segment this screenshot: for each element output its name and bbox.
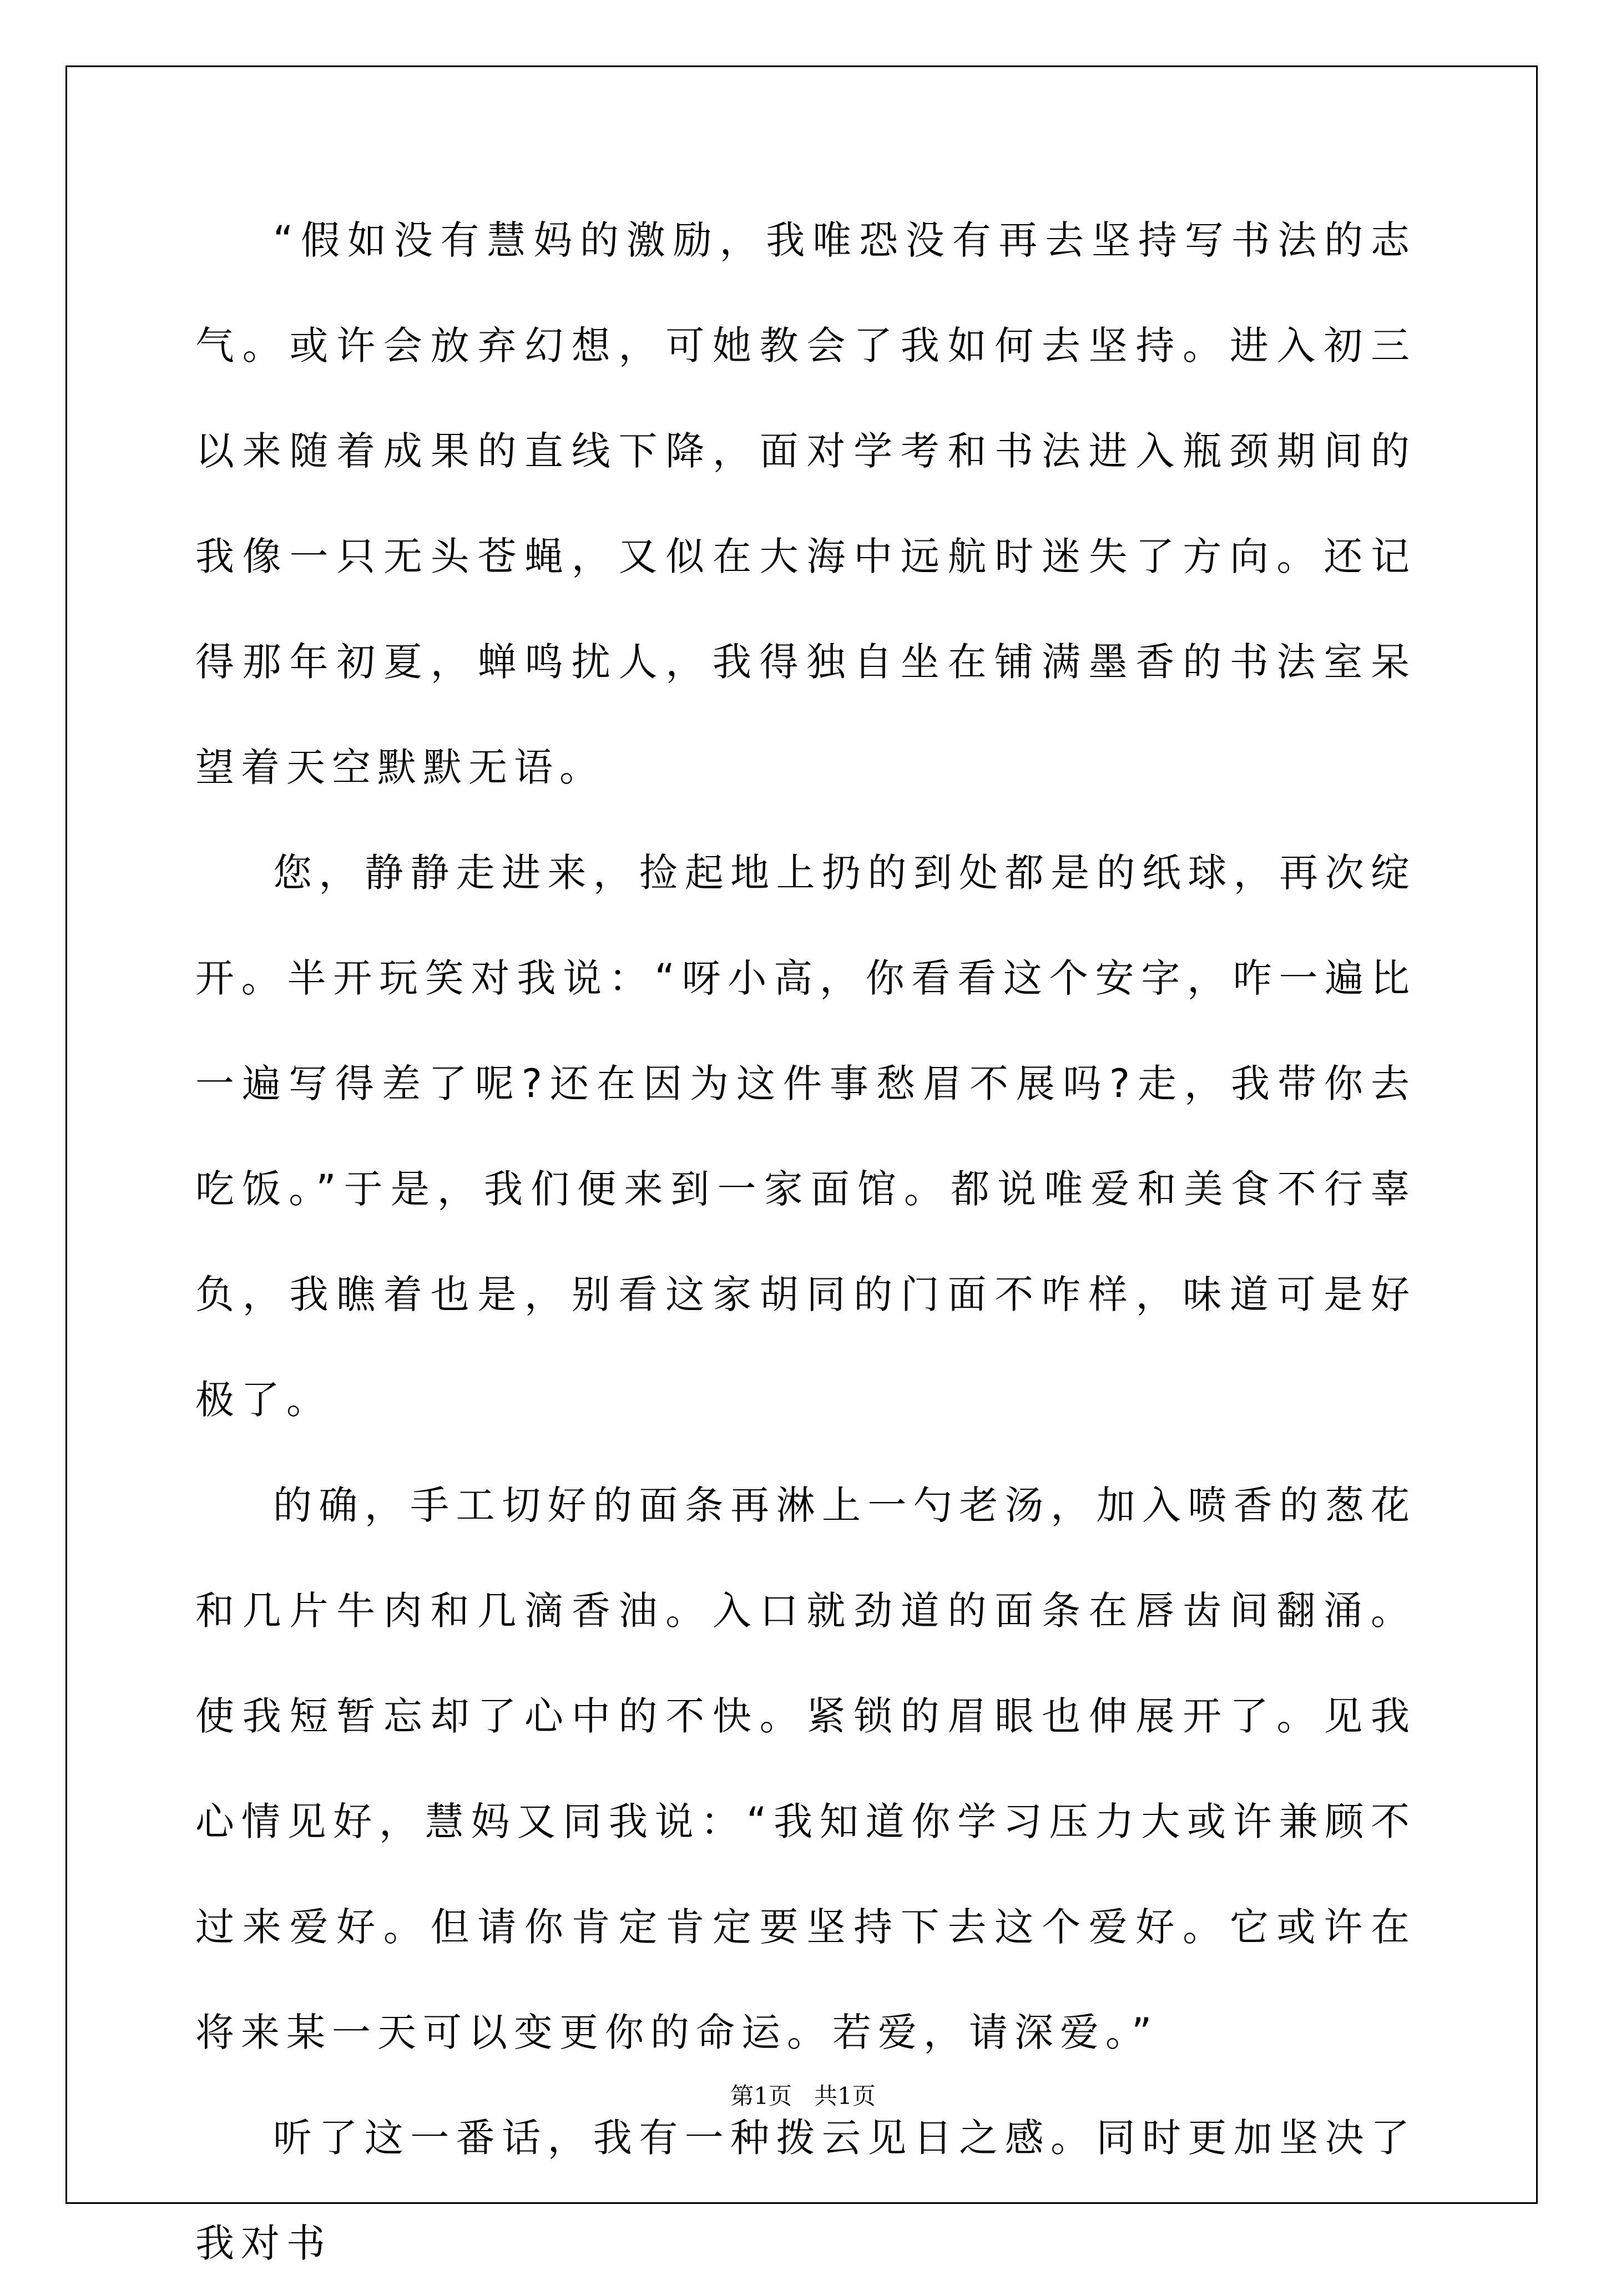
page-number-footer: 第1页 共1页 bbox=[730, 2082, 876, 2110]
paragraph: “假如没有慧妈的激励，我唯恐没有再去坚持写书法的志气。或许会放弃幻想，可她教会了我如何去坚持。进入初三以来随着成果的直线下降，面对学考和书法进入瓶颈期间的我像一只无头苍蝇，又似在大海中远航时迷失了方向。还记得那年初夏，蝉鸣扰人，我得独自坐在铺满墨香的书法室呆望着天空默默无语。 bbox=[195, 218, 1416, 790]
paragraph: 您，静静走进来，捡起地上扔的到处都是的纸球，再次绽开。半开玩笑对我说：“呀小高，你看看这个安字，咋一遍比一遍写得差了呢?还在因为这件事愁眉不展吗?走，我带你去吃饭。”于是，我们便来到一家面馆。都说唯爱和美食不行辜负，我瞧着也是，别看这家胡同的门面不咋样，味道可是好极了。 bbox=[195, 850, 1416, 1423]
paragraph: 听了这一番话，我有一种拨云见日之感。同时更加坚决了我对书 bbox=[195, 2115, 1416, 2266]
document-body bbox=[195, 188, 1416, 2296]
paragraph: 的确，手工切好的面条再淋上一勺老汤，加入喷香的葱花和几片牛肉和几滴香油。入口就劲道的面条在唇齿间翻涌。使我短暂忘却了心中的不快。紧锁的眉眼也伸展开了。见我心情见好，慧妈又同我说：“我知道你学习压力大或许兼顾不过来爱好。但请你肯定肯定要坚持下去这个爱好。它或许在将来某一天可以变更你的命运。若爱，请深爱。” bbox=[195, 1483, 1416, 2055]
